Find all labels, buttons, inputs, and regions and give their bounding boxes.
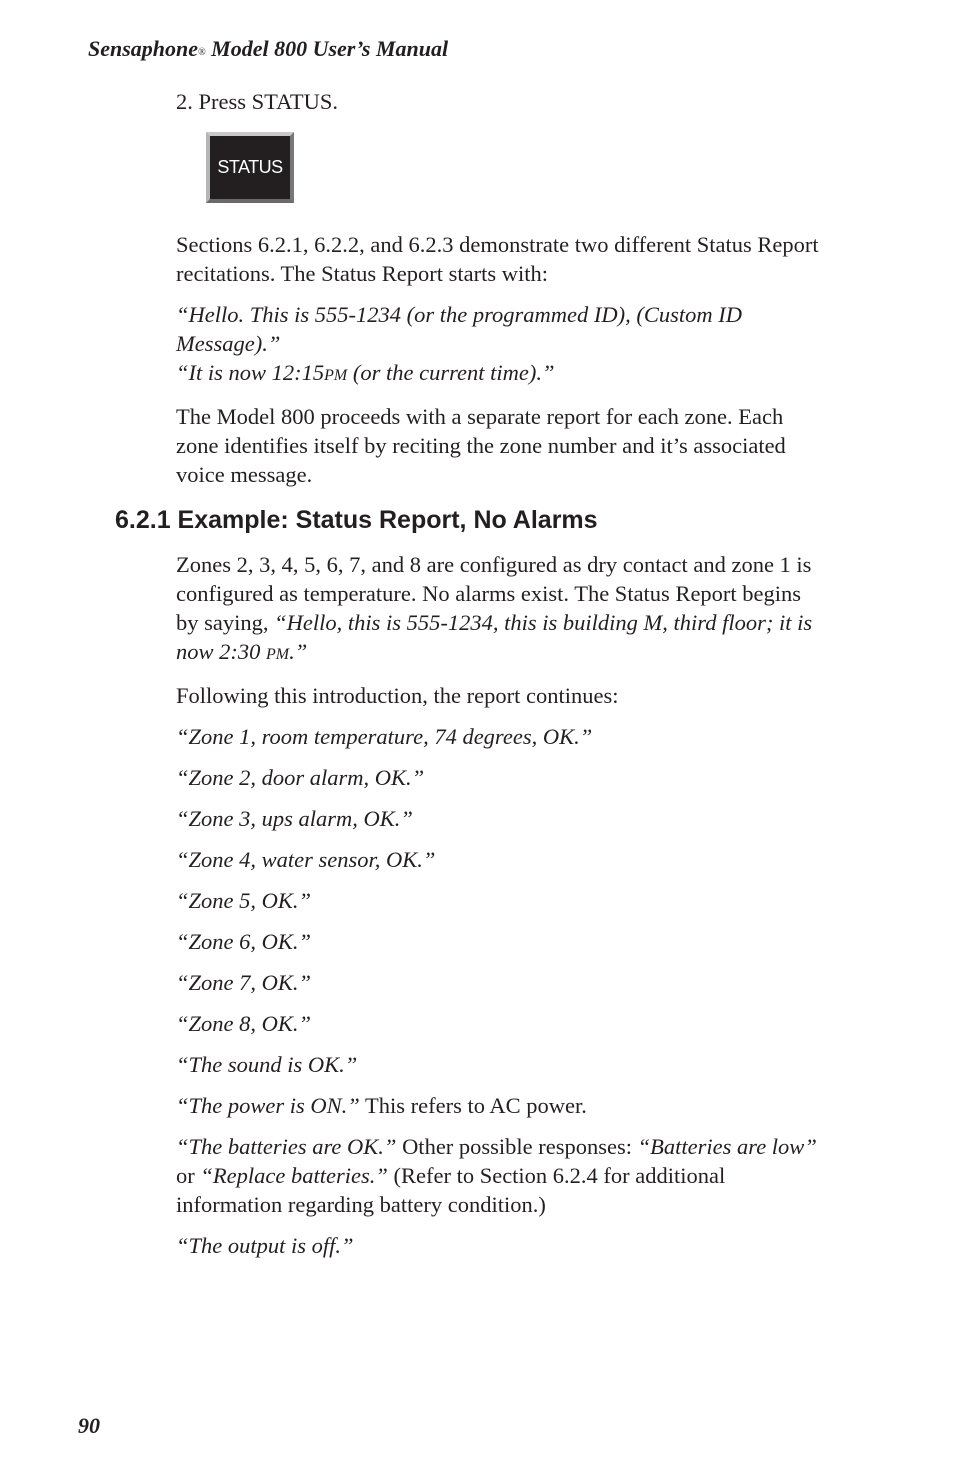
page-number: 90 [78, 1413, 100, 1438]
battery-replace-quote: “Replace batteries.” [200, 1163, 388, 1188]
intro-content [176, 87, 826, 501]
battery-paragraph [176, 1132, 826, 1219]
zone-line: “Zone 6, OK.” [176, 929, 312, 954]
output-line: “The output is off.” [176, 1233, 354, 1258]
time-quote-pre: “It is now 12:15 [176, 360, 325, 385]
config-paragraph [176, 550, 826, 669]
section-heading: 6.2.1 Example: Status Report, No Alarms [115, 506, 598, 534]
config-quote: “Hello, this is 555-1234, this is building M, third floor; it is now 2:30 [176, 610, 813, 664]
battery-refer: (Refer to Section 6.2.4 for additional information regarding battery condition.) [176, 1163, 726, 1217]
status-key-label: STATUS [217, 157, 283, 177]
power-line [176, 1091, 826, 1120]
zone-line: “Zone 3, ups alarm, OK.” [176, 806, 413, 831]
zone-report-paragraph: The Model 800 proceeds with a separate report for each zone. Each zone identifies itself by reciting the zone number and it’s associated voice message. [176, 404, 786, 487]
header-title: Model 800 User’s Manual [205, 36, 449, 61]
config-quote-end: .” [289, 639, 308, 664]
time-quote [176, 358, 826, 390]
battery-low-quote: “Batteries are low” [637, 1134, 817, 1159]
power-quote: “The power is ON.” [176, 1093, 360, 1118]
registered-mark: ® [198, 47, 206, 58]
battery-or: or [176, 1163, 201, 1188]
section-content [176, 550, 826, 1272]
zone-line: “Zone 2, door alarm, OK.” [176, 765, 425, 790]
config-quote-pm: PM [266, 646, 290, 663]
header-brand: Sensaphone [88, 36, 199, 61]
step-2: 2. Press STATUS. [176, 89, 338, 114]
time-quote-pm: PM [324, 367, 348, 384]
continues-paragraph: Following this introduction, the report continues: [176, 683, 619, 708]
time-quote-post: (or the current time).” [347, 360, 555, 385]
zone-line: “Zone 4, water sensor, OK.” [176, 847, 436, 872]
status-key-figure [206, 132, 826, 204]
zone-line: “Zone 5, OK.” [176, 888, 312, 913]
running-header [88, 36, 448, 62]
battery-quote: “The batteries are OK.” [176, 1134, 397, 1159]
greeting-quote: “Hello. This is 555-1234 (or the programmed ID), (Custom ID Message).” [176, 302, 743, 356]
sound-line: “The sound is OK.” [176, 1052, 358, 1077]
zone-line: “Zone 7, OK.” [176, 970, 312, 995]
status-key-icon [206, 132, 294, 203]
config-text: Zones 2, 3, 4, 5, 6, 7, and 8 are configured as dry contact and zone 1 is configured as temperature. No alarms exist. The Status Report begins by saying, [176, 552, 812, 635]
battery-text: Other possible responses: [396, 1134, 638, 1159]
zone-line: “Zone 1, room temperature, 74 degrees, OK.” [176, 724, 593, 749]
power-note: This refers to AC power. [359, 1093, 587, 1118]
intro-paragraph: Sections 6.2.1, 6.2.2, and 6.2.3 demonstrate two different Status Report recitations. The Status Report starts with: [176, 232, 819, 286]
zone-line: “Zone 8, OK.” [176, 1011, 312, 1036]
